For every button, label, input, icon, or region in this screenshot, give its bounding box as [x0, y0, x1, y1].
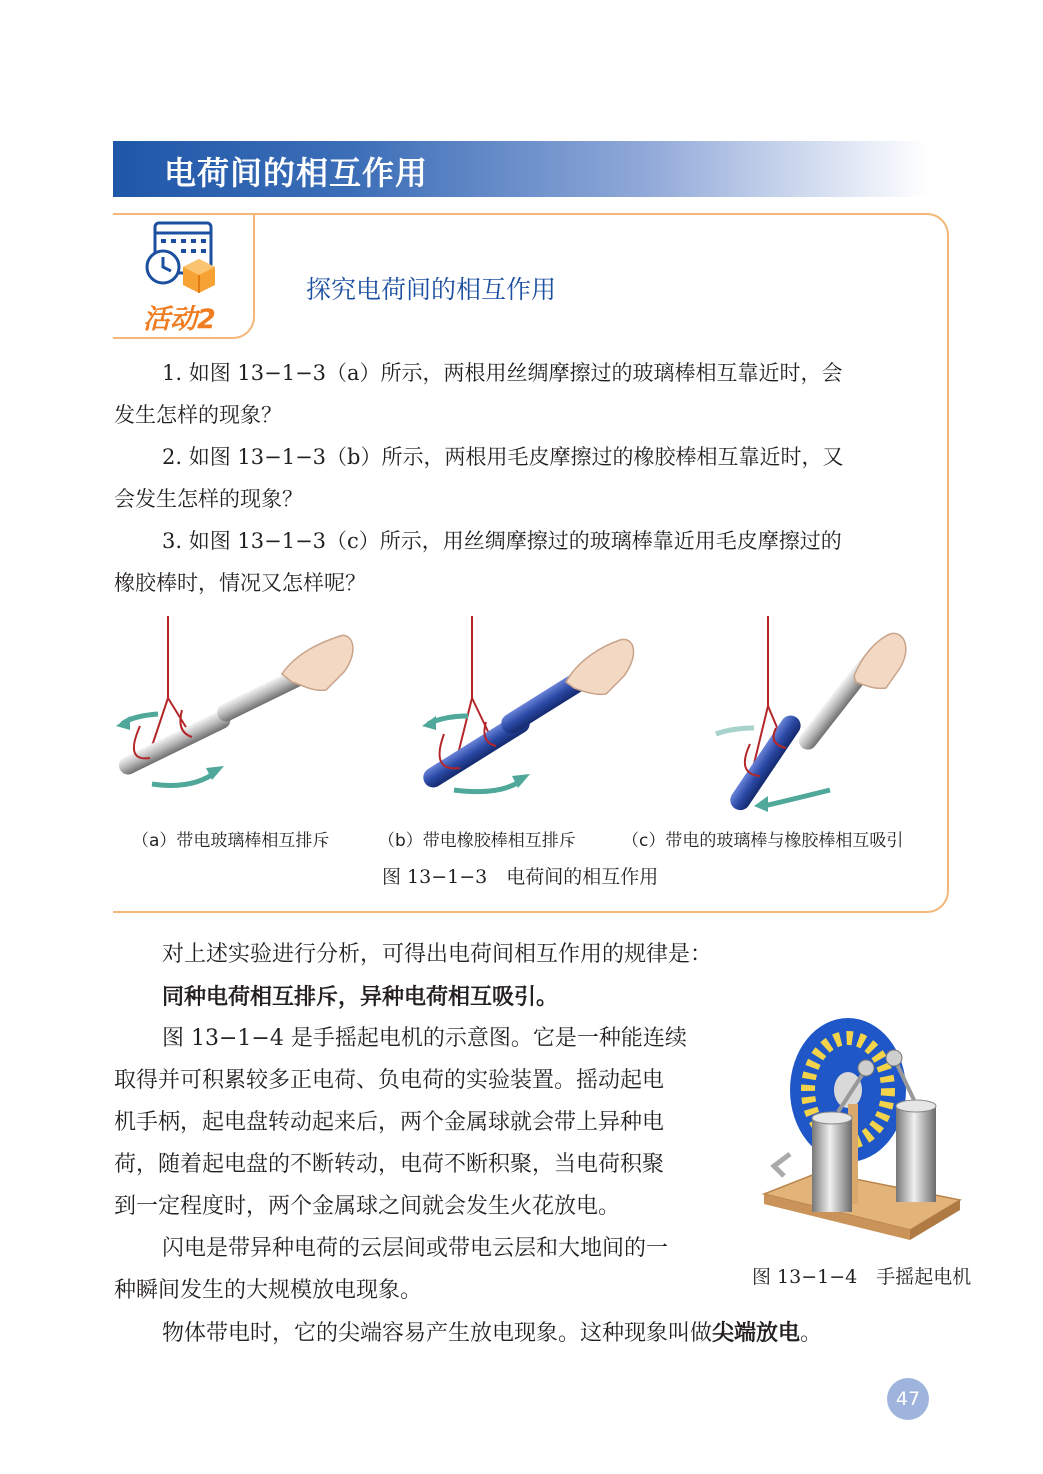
figure-a-caption: （a）带电玻璃棒相互排斥	[132, 831, 330, 851]
question-3: 3. 如图 13−1−3（c）所示，用丝绸摩擦过的玻璃棒靠近用毛皮摩擦过的 橡胶棒时，情况又怎样呢？	[114, 529, 842, 595]
wimshurst-machine-illustration	[760, 1014, 964, 1250]
figure-c-glass-rubber-attract	[706, 612, 916, 812]
question-1: 1. 如图 13−1−3（a）所示，两根用丝绸摩擦过的玻璃棒相互靠近时，会 发生怎样的现象？	[114, 361, 843, 427]
figure-c-caption: （c）带电的玻璃棒与橡胶棒相互吸引	[622, 831, 904, 851]
machine-caption: 图 13−1−4 手摇起电机	[752, 1266, 972, 1288]
figure-b-caption: （b）带电橡胶棒相互排斥	[378, 831, 576, 851]
figure-caption: 图 13−1−3 电荷间的相互作用	[382, 866, 659, 888]
paragraph-rule: 同种电荷相互排斥，异种电荷相互吸引。	[162, 984, 559, 1010]
term-point-discharge: 尖端放电	[712, 1320, 801, 1346]
calendar-clock-icon	[141, 219, 221, 299]
figure-a-glass-repel	[112, 612, 362, 812]
activity-title: 探究电荷间的相互作用	[306, 275, 557, 304]
page-number: 47	[887, 1378, 929, 1420]
figure-b-rubber-repel	[410, 612, 650, 812]
paragraph-point-discharge: 物体带电时，它的尖端容易产生放电现象。这种现象叫做尖端放电。	[162, 1320, 823, 1346]
paragraph-analysis: 对上述实验进行分析，可得出电荷间相互作用的规律是：	[162, 942, 713, 967]
paragraph-lightning: 闪电是带异种电荷的云层间或带电云层和大地间的一 种瞬间发生的大规模放电现象。	[114, 1236, 669, 1303]
paragraph-machine: 图 13−1−4 是手摇起电机的示意图。它是一种能连续 取得并可积累较多正电荷、负电荷的实验装置。摇动起电 机手柄，起电盘转动起来后，两个金属球就会带上异种电 荷，随着起电盘的不断转动，电荷不断积聚，当电荷积聚 到一定程度时，两个金属球之间就会发生火花放电。	[114, 1026, 687, 1219]
section-title: 电荷间的相互作用	[164, 154, 429, 192]
activity-badge-label: 活动2	[143, 304, 216, 335]
activity-badge	[113, 213, 255, 339]
question-2: 2. 如图 13−1−3（b）所示，两根用毛皮摩擦过的橡胶棒相互靠近时，又 会发生怎样的现象？	[114, 445, 844, 511]
